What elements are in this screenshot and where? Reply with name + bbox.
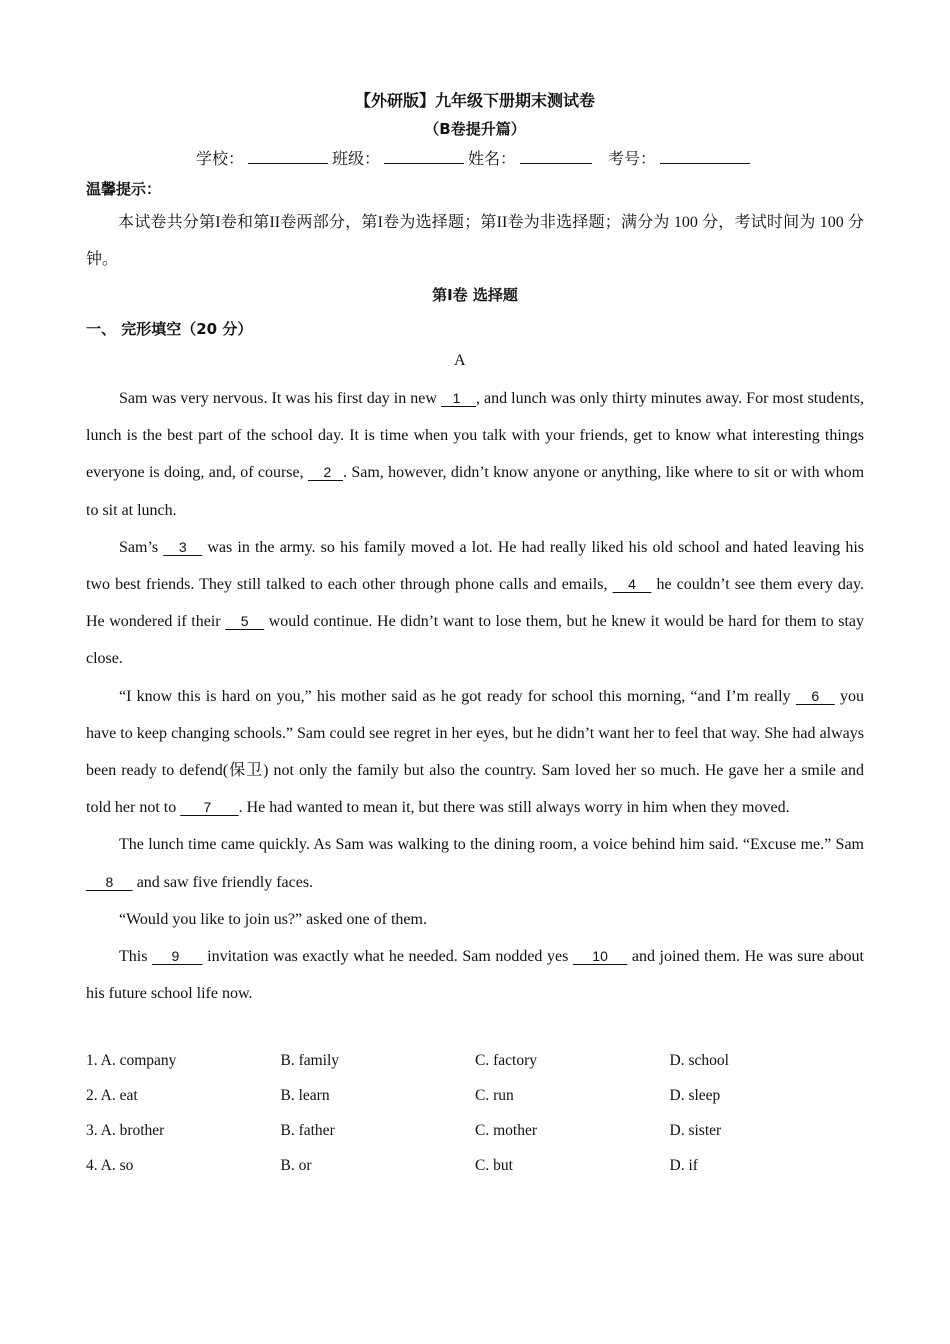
class-field[interactable] — [384, 149, 464, 164]
passage-text: and saw five friendly faces. — [132, 873, 314, 891]
passage-paragraph — [86, 380, 864, 529]
answer-blank[interactable]: 1 — [440, 390, 476, 406]
name-field[interactable] — [520, 149, 592, 164]
passage-text: he couldn’t see them every day. He wondered if their — [86, 576, 864, 631]
passage-text: and joined them. He was sure about his future school life now. — [86, 948, 864, 1003]
option-choice: C. run — [475, 1086, 514, 1104]
passage-text: The lunch time came quickly. As Sam was walking to the dining room, a voice behind him said. “Excuse me.” Sam — [119, 836, 864, 854]
option-choice: D. school — [669, 1051, 729, 1069]
answer-blank[interactable]: 10 — [572, 948, 628, 965]
answer-blank[interactable]: 9 — [152, 948, 203, 965]
passage-text: . Sam, however, didn’t know anyone or anything, like where to sit or with whom to sit at lunch. — [86, 464, 865, 519]
school-field[interactable] — [248, 149, 328, 164]
class-label: 班级： — [331, 149, 380, 168]
passage-text: , and lunch was only thirty minutes away. For most students, lunch is the best part of the school day. It is time when you talk with your friends, get to know what interesting things everyone is doing, and, of course, — [86, 390, 865, 482]
passage-text: This — [119, 948, 152, 966]
question-options-row — [86, 1113, 864, 1148]
name-label: 姓名： — [468, 149, 517, 168]
answer-blank[interactable]: 7 — [180, 799, 239, 816]
passage-text: you have to keep changing schools.” Sam could see regret in her eyes, but he didn’t want her to feel that way. She had always been ready to defend(保卫) not only the family but also the country. Sam loved her so much. He gave her a smile and told her not to — [86, 687, 865, 817]
exam-title: 【外研版】九年级下册期末测试卷 — [354, 91, 595, 110]
exam-number-label: 考号： — [608, 149, 657, 168]
answer-blank[interactable]: 6 — [795, 687, 835, 704]
question-options-row — [86, 1078, 864, 1113]
intro-text: 本试卷共分第I卷和第II卷两部分，第I卷为选择题；第II卷为非选择题；满分为 100 分，考试时间为 100 分钟。 — [86, 214, 864, 268]
passage-label: A — [454, 352, 466, 369]
question-options-row — [86, 1043, 864, 1078]
tip-label: 温馨提示： — [86, 180, 162, 198]
passage — [86, 380, 864, 1012]
passage-text: . He had wanted to mean it, but there was still always worry in him when they moved. — [238, 799, 790, 817]
part-title: 一、 完形填空（20 分） — [86, 320, 253, 338]
passage-paragraph — [86, 678, 864, 827]
option-choice: D. sister — [669, 1121, 722, 1139]
answer-blank[interactable]: 2 — [307, 464, 343, 481]
option-choice: 4. A. so — [86, 1156, 134, 1174]
passage-paragraph — [86, 938, 864, 1012]
option-choice: B. learn — [280, 1086, 330, 1104]
exam-number-field[interactable] — [660, 149, 750, 164]
passage-paragraph — [86, 901, 864, 938]
option-choice: C. but — [475, 1156, 513, 1174]
option-choice: B. family — [280, 1051, 340, 1069]
section-title: 第I卷 选择题 — [432, 286, 518, 304]
answer-blank[interactable]: 5 — [225, 613, 265, 630]
exam-subtitle: （B卷提升篇） — [424, 120, 526, 138]
option-choice: 1. A. company — [86, 1051, 177, 1069]
passage-text: was in the army. so his family moved a lot. He had really liked his old school and hated leaving his two best friends. They still talked to each other through phone calls and emails, — [86, 538, 864, 594]
option-choice: B. or — [280, 1156, 312, 1174]
answer-blank[interactable]: 3 — [163, 538, 203, 555]
answer-blank[interactable]: 4 — [612, 576, 652, 593]
passage-text: Sam was very nervous. It was his first day in new — [119, 390, 441, 407]
option-choice: 2. A. eat — [86, 1086, 138, 1104]
option-choice: C. mother — [475, 1121, 537, 1139]
question-options-row — [86, 1148, 864, 1183]
passage-text: Sam’s — [119, 538, 164, 556]
answer-blank[interactable]: 8 — [86, 873, 133, 890]
student-info-fields — [0, 146, 950, 169]
school-label: 学校： — [195, 149, 244, 168]
option-choice: D. if — [669, 1156, 698, 1174]
passage-paragraph — [86, 826, 864, 900]
option-choice: C. factory — [475, 1051, 537, 1069]
option-choice: B. father — [280, 1121, 335, 1139]
passage-text: “I know this is hard on you,” his mother said as he got ready for school this morning, “and I’m really — [119, 687, 796, 705]
passage-text: would continue. He didn’t want to lose them, but he knew it would be hard for them to stay close. — [86, 613, 864, 668]
passage-paragraph — [86, 529, 864, 678]
passage-text: invitation was exactly what he needed. Sam nodded yes — [202, 948, 573, 966]
option-choice: D. sleep — [669, 1086, 721, 1104]
options-table — [86, 1043, 864, 1183]
option-choice: 3. A. brother — [86, 1121, 165, 1139]
passage-text: “Would you like to join us?” asked one of them. — [119, 910, 427, 928]
